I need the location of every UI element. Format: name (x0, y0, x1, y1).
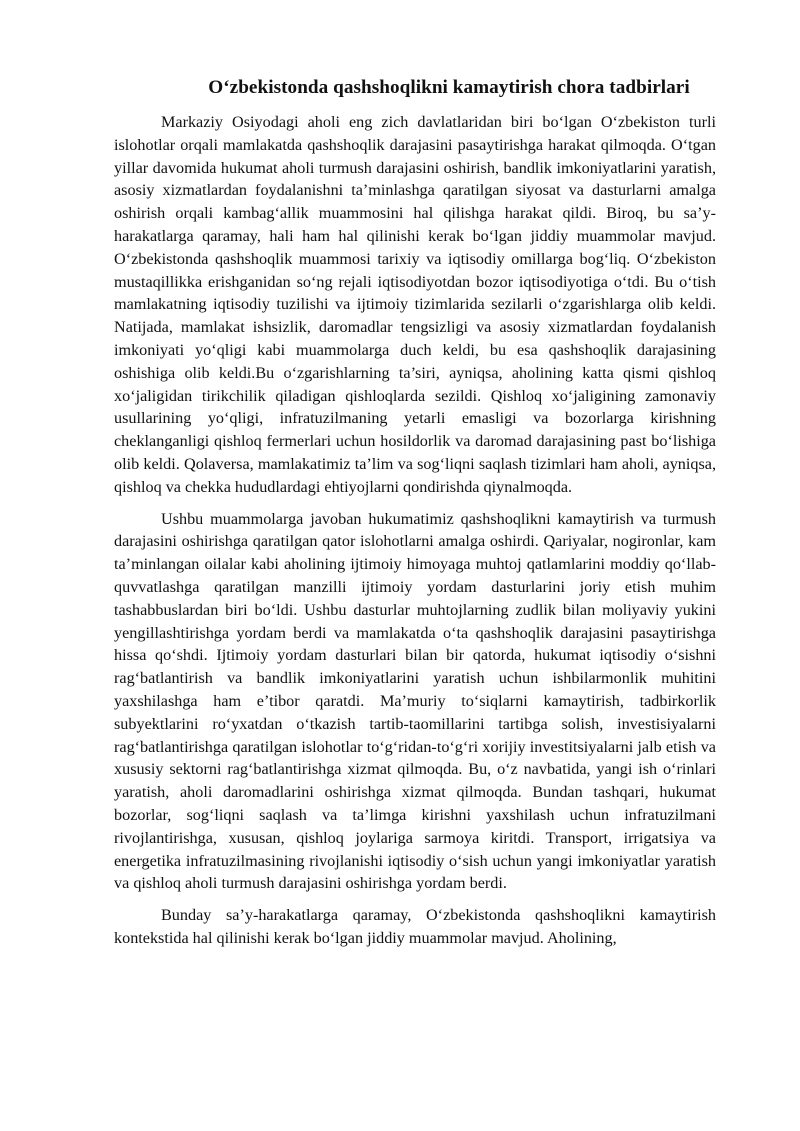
paragraph-3: Bunday sa’y-harakatlarga qaramay, O‘zbekistonda qashshoqlikni kamaytirish kontekstida hal qilinishi kerak bo‘lgan jiddiy muammolar mavjud. Aholining, (114, 906, 716, 947)
paragraph-2: Ushbu muammolarga javoban hukumatimiz qashshoqlikni kamaytirish va turmush darajasini oshirishga qaratilgan qator islohotlarni amalga oshirdi. Qariyalar, nogironlar, kam ta’minlangan oilalar kabi aholining ijtimoiy himoyaga muhtoj qatlamlarini moddiy qo‘llab-quvvatlashga qaratilgan manzilli ijtimoiy yordam dasturlarini joriy etish muhim tashabbuslardan biri bo‘ldi. Ushbu dasturlar muhtojlarning zudlik bilan moliyaviy yukini yengillashtirishga yordam berdi va mamlakatda o‘ta qashshoqlik darajasini pasaytirishga hissa qo‘shdi. Ijtimoiy yordam dasturlari bilan bir qatorda, hukumat iqtisodiy o‘sishni rag‘batlantirish va bandlik imkoniyatlarini yaratish uchun ishbilarmonlik muhitini yaxshilashga ham e’tibor qaratdi. Ma’muriy to‘siqlarni kamaytirish, tadbirkorlik subyektlarini ro‘yxatdan o‘tkazish tartib-taomillarini tartibga solish, investisiyalarni rag‘batlantirishga qaratilgan islohotlar to‘g‘ridan-to‘g‘ri xorijiy investitsiyalarni jalb etish va xususiy sektorni rag‘batlantirishga xizmat qilmoqda. Bu, o‘z navbatida, yangi ish o‘rinlari yaratish, aholi daromadlarini oshirishga xizmat qilmoqda. Bundan tashqari, hukumat bozorlar, sog‘liqni saqlash va ta’limga kirishni yaxshilash uchun infratuzilmani rivojlantirishga, xususan, qishloq joylariga sarmoya kiritdi. Transport, irrigatsiya va energetika infratuzilmasining rivojlanishi iqtisodiy o‘sish uchun yangi imkoniyatlar yaratish va qishloq aholi turmush darajasini oshirishga yordam berdi. (114, 509, 716, 893)
document-title: O‘zbekistonda qashshoqlikni kamaytirish chora tadbirlari (208, 77, 690, 98)
paragraph-1: Markaziy Osiyodagi aholi eng zich davlatlaridan biri bo‘lgan O‘zbekiston turli islohotlar orqali mamlakatda qashshoqlik darajasini pasaytirishga harakat qilmoqda. O‘tgan yillar davomida hukumat aholi turmush darajasini oshirish, bandlik imkoniyatlarini yaratish, asosiy xizmatlardan foydalanishni ta’minlashga qaratilgan siyosat va dasturlarni amalga oshirish orqali kambag‘allik muammosini hal qilishga harakat qildi. Biroq, bu sa’y-harakatlarga qaramay, hali ham hal qilinishi kerak bo‘lgan jiddiy muammolar mavjud. O‘zbekistonda qashshoqlik muammosi tarixiy va iqtisodiy omillarga bog‘liq. O‘zbekiston mustaqillikka erishganidan so‘ng rejali iqtisodiyotdan bozor iqtisodiyotiga o‘tdi. Bu o‘tish mamlakatning iqtisodiy tuzilishi va ijtimoiy tizimlarida sezilarli o‘zgarishlarga olib keldi. Natijada, mamlakat ishsizlik, daromadlar tengsizligi va asosiy xizmatlardan foydalanish imkoniyati yo‘qligi kabi muammolarga duch keldi, bu esa qashshoqlik darajasining oshishiga olib keldi.Bu o‘zgarishlarning ta’siri, ayniqsa, aholining katta qismi qishloq xo‘jaligidan tirikchilik qiladigan qishloqlarda sezildi. Qishloq xo‘jaligining zamonaviy usullarining yo‘qligi, infratuzilmaning yetarli emasligi va bozorlarga kirishning cheklanganligi qishloq fermerlari uchun hosildorlik va daromad darajasining past bo‘lishiga olib keldi. Qolaversa, mamlakatimiz ta’lim va sog‘liqni saqlash tizimlari ham aholi, ayniqsa, qishloq va chekka hududlardagi ehtiyojlarni qondirishda qiynalmoqda. (114, 113, 716, 496)
